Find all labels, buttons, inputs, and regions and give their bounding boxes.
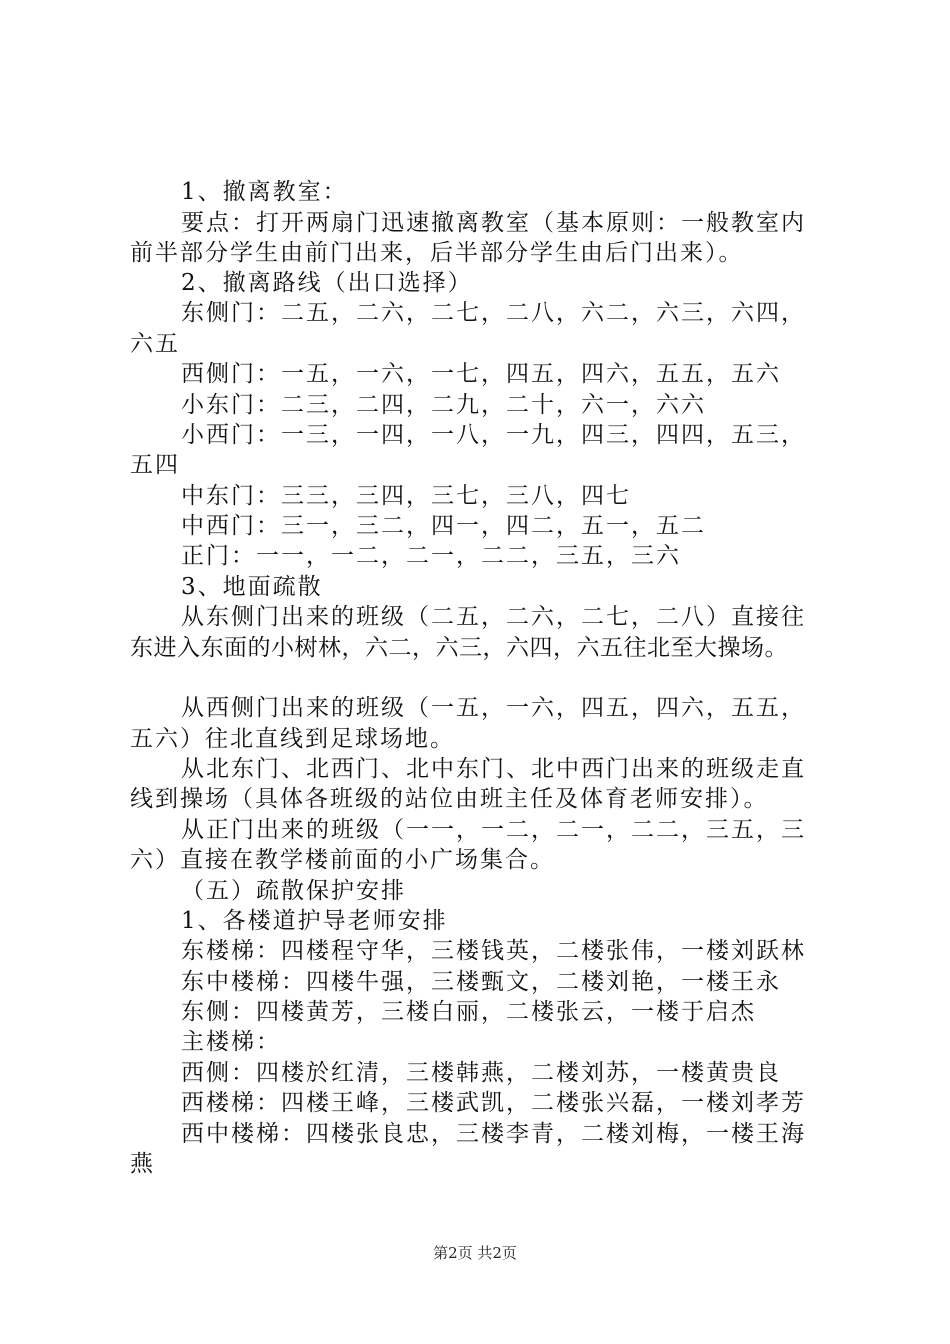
text-line-8: 小东门：二三，二四，二九，二十，六一，六六 (181, 392, 706, 418)
text-line-21: 从正门出来的班级（一一，一二，二一，二二，三五，三 (181, 817, 806, 843)
text-line-18: 五六）往北直线到足球场地。 (130, 726, 455, 752)
text-line-6: 六五 (130, 331, 180, 357)
text-line-12: 中西门：三一，三二，四一，四二，五一，五二 (181, 513, 706, 539)
text-line-16: 东进入东面的小树林，六二，六三，六四，六五往北至大操场。 (130, 635, 788, 661)
text-line-24: 1、各楼道护导老师安排 (181, 908, 448, 934)
text-line-4: 2、撤离路线（出口选择） (181, 270, 473, 296)
text-line-29: 西侧：四楼於红清，三楼韩燕，二楼刘苏，一楼黄贵良 (181, 1060, 781, 1086)
text-line-27: 东侧：四楼黄芳，三楼白丽，二楼张云，一楼于启杰 (181, 999, 756, 1025)
text-line-9: 小西门：一三，一四，一八，一九，四三，四四，五三， (181, 422, 806, 448)
text-line-20: 线到操场（具体各班级的站位由班主任及体育老师安排）。 (130, 786, 769, 812)
text-line-28: 主楼梯： (181, 1029, 281, 1055)
text-line-26: 东中楼梯：四楼牛强，三楼甄文，二楼刘艳，一楼王永 (181, 969, 781, 995)
text-line-1: 1、撤离教室： (181, 179, 348, 205)
text-line-2: 要点：打开两扇门迅速撤离教室（基本原则：一般教室内 (181, 210, 806, 236)
text-line-10: 五四 (130, 452, 180, 478)
text-line-13: 正门：一一，一二，二一，二二，三五，三六 (181, 543, 681, 569)
text-line-30: 西楼梯：四楼王峰，三楼武凯，二楼张兴磊，一楼刘孝芳 (181, 1090, 806, 1116)
text-line-19: 从北东门、北西门、北中东门、北中西门出来的班级走直 (181, 756, 806, 782)
text-line-15: 从东侧门出来的班级（二五，二六，二七，二八）直接往 (181, 604, 806, 630)
text-line-23: （五）疏散保护安排 (181, 878, 406, 904)
text-line-22: 六）直接在教学楼前面的小广场集合。 (130, 847, 555, 873)
text-line-5: 东侧门：二五，二六，二七，二八，六二，六三，六四， (181, 300, 806, 326)
text-line-32: 燕 (130, 1151, 155, 1177)
text-line-17: 从西侧门出来的班级（一五，一六，四五，四六，五五， (181, 695, 806, 721)
text-line-11: 中东门：三三，三四，三七，三八，四七 (181, 483, 631, 509)
page-footer: 第2页 共2页 (433, 1244, 517, 1262)
text-line-7: 西侧门：一五，一六，一七，四五，四六，五五，五六 (181, 361, 781, 387)
text-line-25: 东楼梯：四楼程守华，三楼钱英，二楼张伟，一楼刘跃林 (181, 938, 806, 964)
text-line-31: 西中楼梯：四楼张良忠，三楼李青，二楼刘梅，一楼王海 (181, 1121, 806, 1147)
text-line-3: 前半部分学生由前门出来，后半部分学生由后门出来）。 (130, 240, 744, 266)
text-line-14: 3、地面疏散 (181, 574, 323, 600)
